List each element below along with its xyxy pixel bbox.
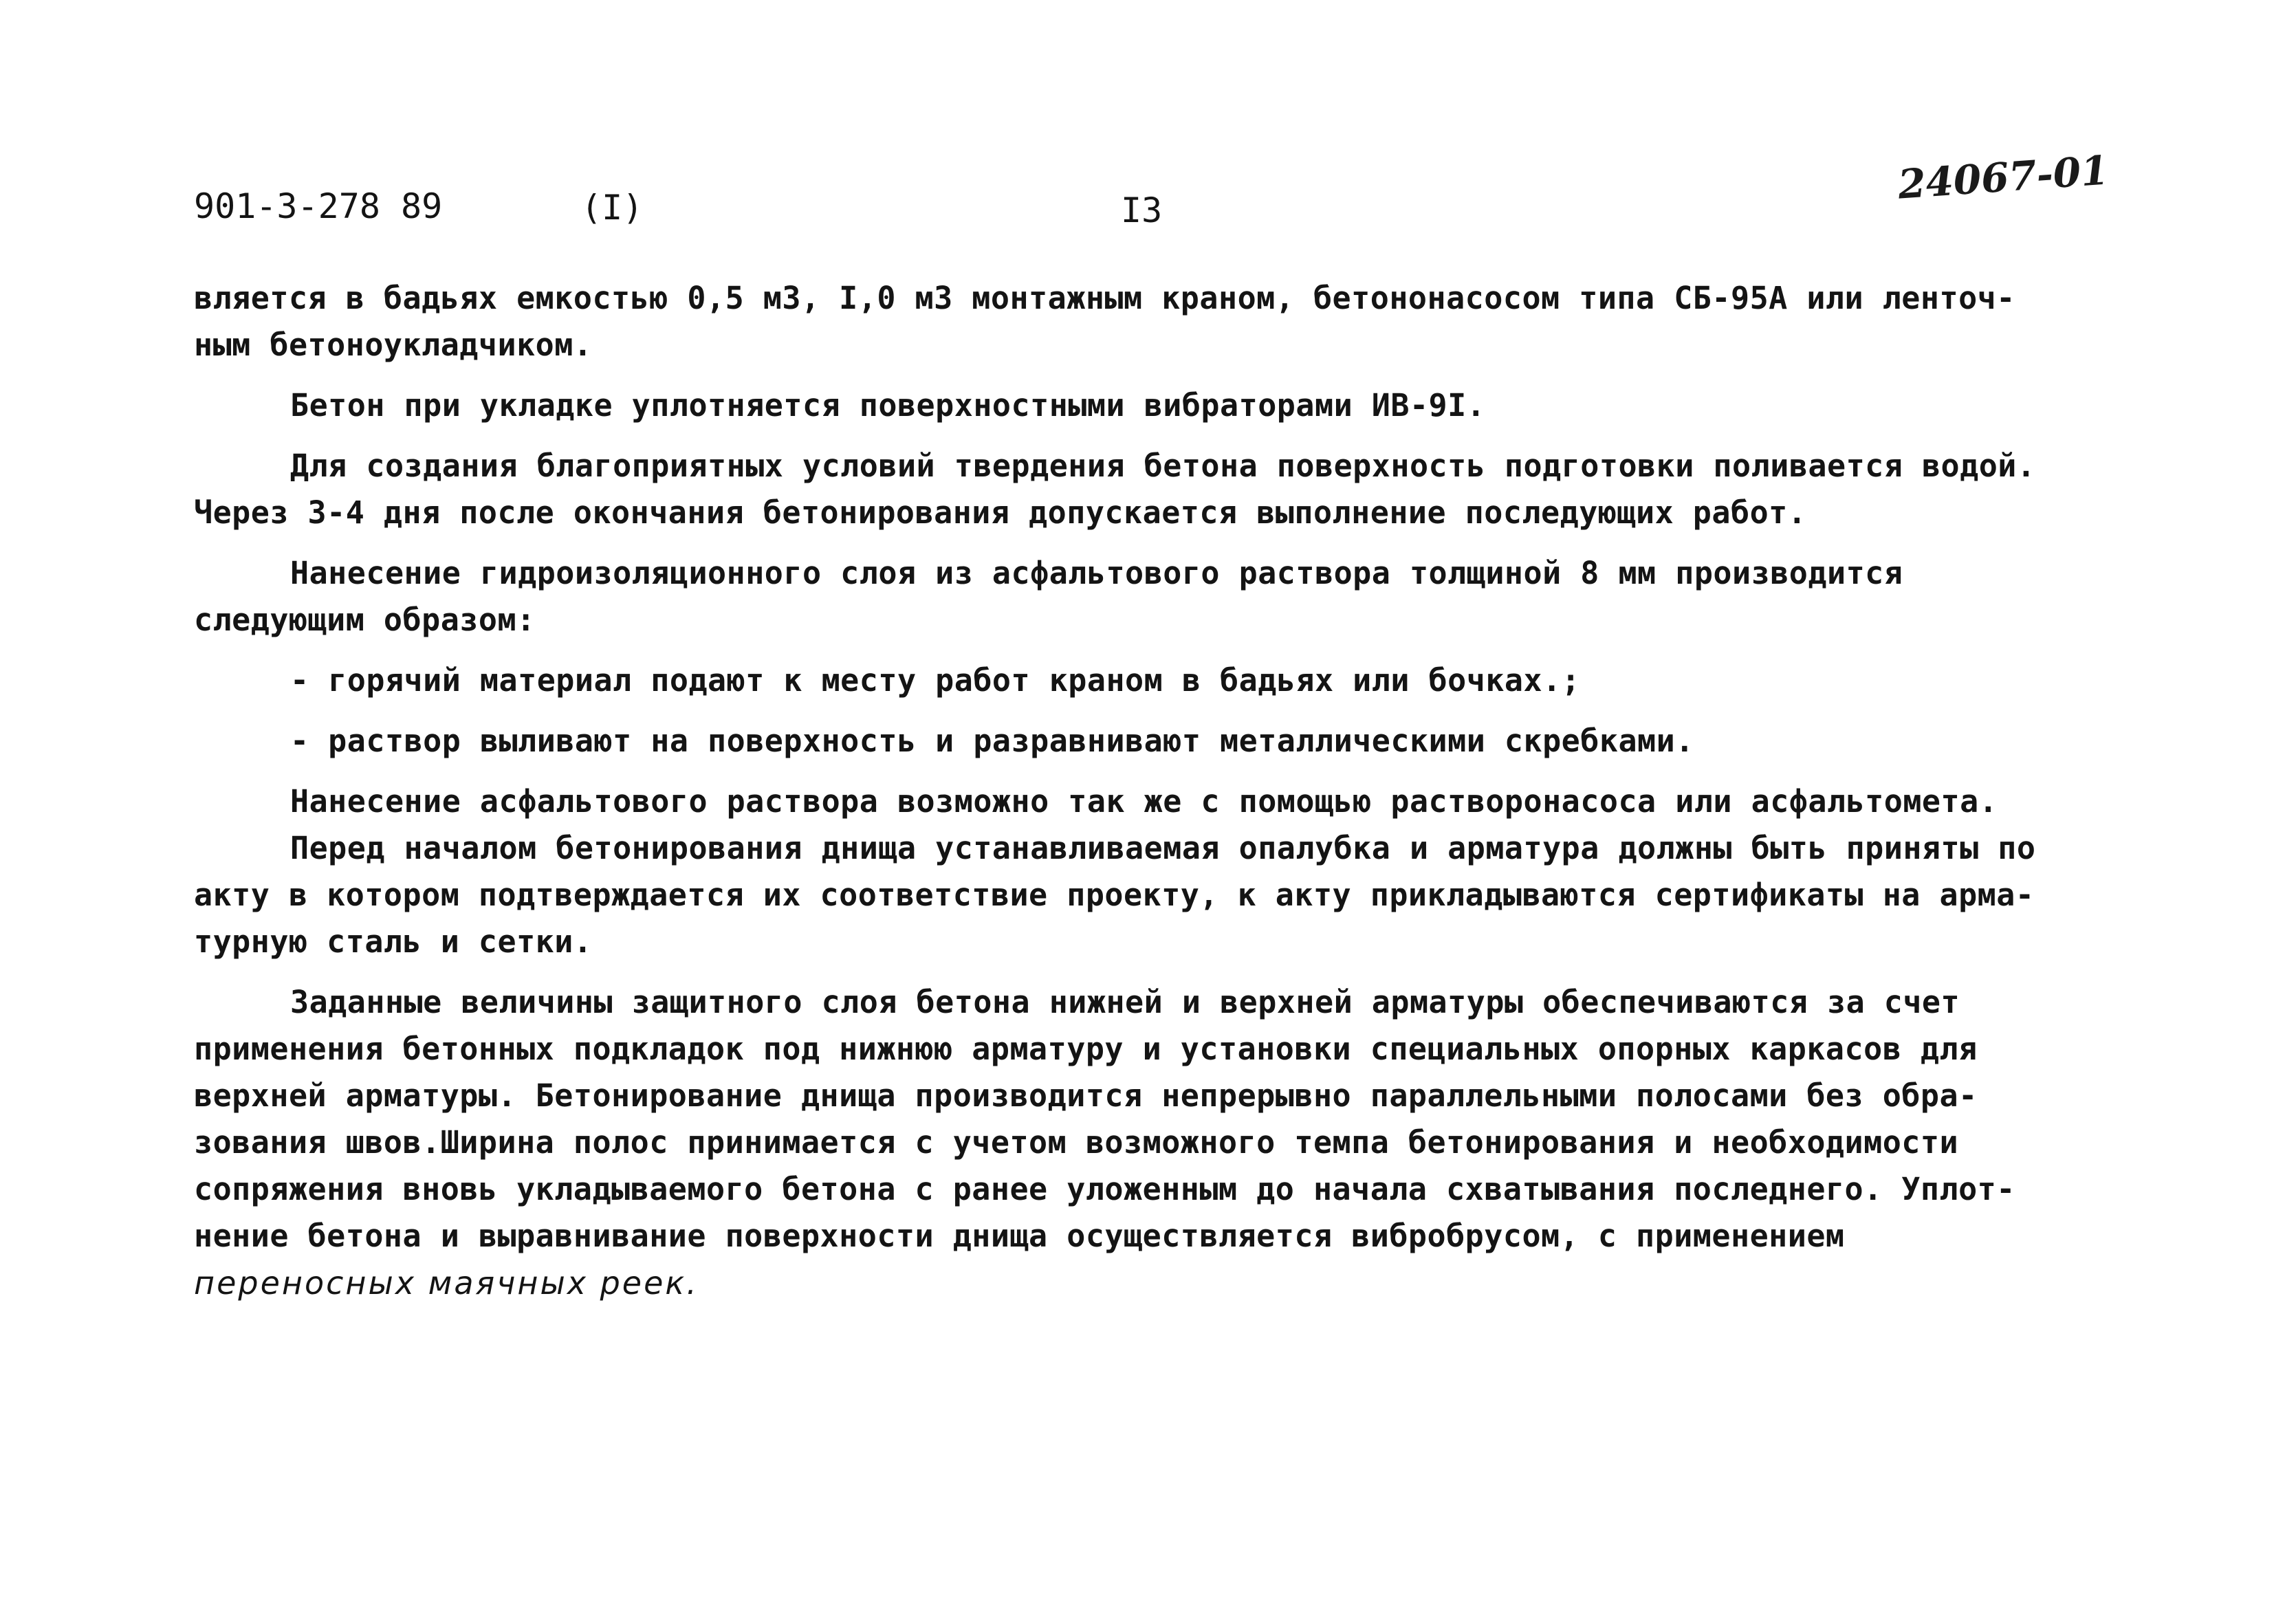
document-code: 901-3-278 89 <box>194 186 443 226</box>
text-line: зования швов.Ширина полос принимается с учетом возможного темпа бетонирования и необходимости <box>194 1124 1959 1161</box>
text-line: Для создания благоприятных условий твердения бетона поверхность подготовки поливается водой. <box>290 448 2036 484</box>
text-line: турную сталь и сетки. <box>194 923 593 960</box>
list-item: - горячий материал подают к месту работ краном в бадьях или бочках.; <box>290 662 1581 699</box>
text-line: акту в котором подтверждается их соответствие проекту, к акту прикладываются сертификаты на арма- <box>194 877 2035 913</box>
text-line: нение бетона и выравнивание поверхности днища осуществляется вибробрусом, с применением <box>194 1218 1845 1254</box>
text-line: Заданные величины защитного слоя бетона нижней и верхней арматуры обеспечиваются за счет <box>290 984 1960 1020</box>
list-item: - раствор выливают на поверхность и разравнивают металлическими скребками. <box>290 723 1694 759</box>
text-line: Перед началом бетонирования днища устанавливаемая опалубка и арматура должны быть приняты по <box>290 830 2036 866</box>
text-line: следующим образом: <box>194 602 536 638</box>
text-line: Нанесение гидроизоляционного слоя из асфальтового раствора толщиной 8 мм производится <box>290 555 1903 591</box>
text-line: ным бетоноукладчиком. <box>194 327 593 363</box>
text-line: сопряжения вновь укладываемого бетона с ранее уложенным до начала схватывания последнего. Уплот- <box>194 1171 2015 1207</box>
handwritten-text-line: переносных маячных реек. <box>194 1264 699 1302</box>
text-line: Бетон при укладке уплотняется поверхностными вибраторами ИВ-9I. <box>290 387 1486 424</box>
part-number: (I) <box>581 188 644 228</box>
handwritten-archive-number: 24067-01 <box>1896 146 2110 208</box>
text-line: вляется в бадьях емкостью 0,5 м3, I,0 м3 монтажным краном, бетононасосом типа СБ-95А или ленточ- <box>194 280 2015 316</box>
body-text <box>194 275 2092 1306</box>
text-line: применения бетонных подкладок под нижнюю арматуру и установки специальных опорных каркасов для <box>194 1031 1978 1067</box>
text-line: Нанесение асфальтового раствора возможно так же с помощью растворонасоса или асфальтомета. <box>290 783 1998 820</box>
text-line: верхней арматуры. Бетонирование днища производится непрерывно параллельными полосами без обра- <box>194 1077 1978 1114</box>
page-number: I3 <box>1121 190 1163 230</box>
text-line: Через 3-4 дня после окончания бетонирования допускается выполнение последующих работ. <box>194 494 1807 531</box>
